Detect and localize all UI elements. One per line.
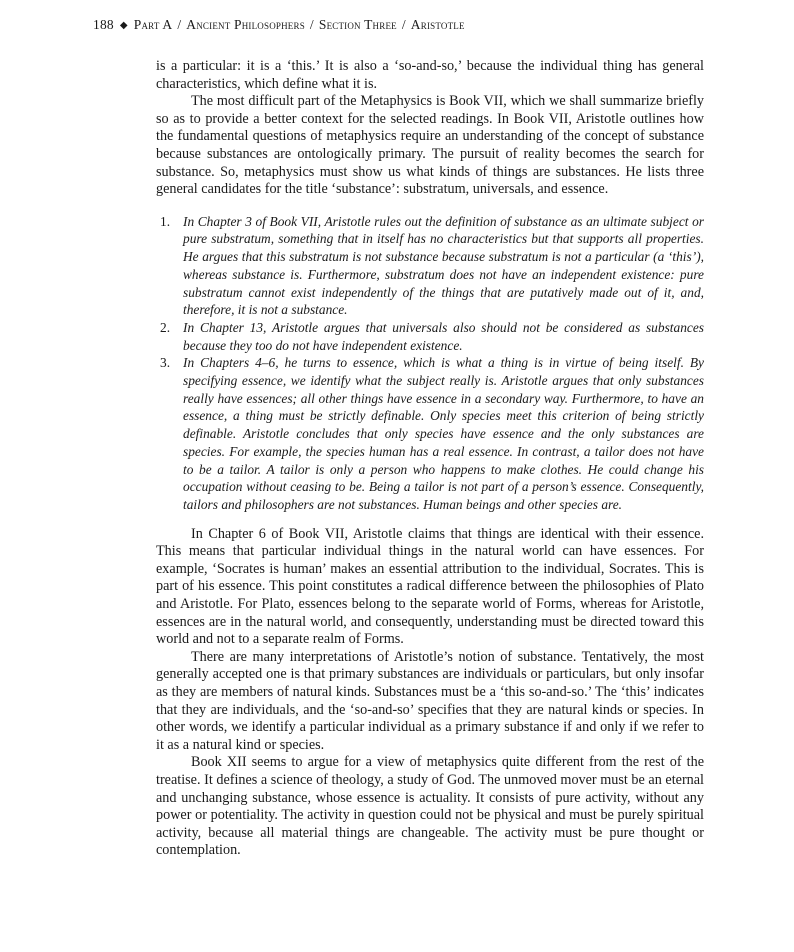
body-paragraph: In Chapter 6 of Book VII, Aristotle claims that things are identical with their essence. This means that particular individual things in the natural world can have essences. For example, ‘Socrates is human’ makes an essential attribution to the individual, Socrates. This is part of his essence. This point constitutes a radical difference between the philosophies of Plato and Aristotle. For Plato, essences belong to the separate world of Forms, whereas for Aristotle, essences are in the natural world, and consequently, understanding must be directed toward this world and not to a separate realm of Forms. — [156, 525, 704, 648]
list-item — [156, 319, 704, 354]
header-separator: / — [401, 17, 406, 32]
list-item-text: In Chapters 4–6, he turns to essence, which is what a thing is in virtue of being itself. By specifying essence, we identify what the subject really is. Aristotle argues that only substances really have essences; all other things have essence in a secondary way. Furthermore, to have an essence, a thing must be strictly definable. Only species meet this criterion of being strictly definable. Aristotle concludes that only species have essence and the only substances are species. For example, the species human has a real essence. In contrast, a tailor does not have to be a tailor. A tailor is only a person who happens to make clothes. He could change his occupation without ceasing to be. Being a tailor is not part of a person’s essence. Consequently, tailors and philosophers are not substances. Human beings and other species are. — [183, 355, 704, 512]
list-item — [156, 213, 704, 319]
chapter-name: Aristotle — [410, 17, 465, 32]
section-title: Ancient Philosophers — [186, 17, 305, 32]
diamond-ornament-icon: ◆ — [119, 20, 128, 31]
body-paragraph: is a particular: it is a ‘this.’ It is also a ‘so-and-so,’ because the individual thing has general characteristics, which define what it is. — [156, 58, 704, 92]
body-paragraph: Book XII seems to argue for a view of metaphysics quite different from the rest of the treatise. It defines a science of theology, a study of God. The unmoved mover must be an eternal and unchanging substance, whose essence is actuality. It consists of pure activity, without any power or potentiality. The activity in question could not be physical and must be purely spiritual activity, because all material things are changeable. The activity must be pure thought or contemplation. — [156, 754, 704, 859]
body-paragraph: The most difficult part of the Metaphysics is Book VII, which we shall summarize briefly so as to provide a better context for the selected readings. In Book VII, Aristotle outlines how the fundamental questions of metaphysics require an understanding of the concept of substance because substances are ontologically primary. The pursuit of reality becomes the search for substance. So, metaphysics must show us what kinds of things are substances. He lists three general candidates for the title ‘substance’: substratum, universals, and essence. — [156, 93, 704, 198]
page-number: 188 — [93, 17, 114, 32]
page-body — [156, 58, 704, 860]
section-number: Section Three — [318, 17, 397, 32]
list-item-number: 3. — [160, 355, 171, 371]
running-head — [93, 17, 465, 33]
part-label: Part A — [133, 17, 173, 32]
list-item-number: 1. — [160, 213, 171, 229]
header-separator: / — [177, 17, 182, 32]
header-separator: / — [309, 17, 314, 32]
list-item — [156, 354, 704, 513]
numbered-list — [156, 213, 704, 514]
list-item-number: 2. — [160, 319, 171, 335]
list-item-text: In Chapter 3 of Book VII, Aristotle rules out the definition of substance as an ultimate subject or pure substratum, something that in itself has no characteristics but that supports all properties. He argues that this substratum is not substance because substratum is not a particular (a ‘this’), whereas substance is. Furthermore, substratum does not have an independent existence: pure substratum cannot exist independently of the things that are putatively made out of it, and, therefore, it is not a substance. — [183, 213, 704, 318]
body-paragraph: There are many interpretations of Aristotle’s notion of substance. Tentatively, the most generally accepted one is that primary substances are individuals or particulars, but only insofar as they are members of natural kinds. Substances must be a ‘this so-and-so.’ The ‘this’ indicates that they are individuals, and the ‘so-and-so’ specifies that they are natural kinds or species. In other words, we identify a particular individual as a primary substance if and only if we refer to it as a natural kind or species. — [156, 648, 704, 753]
list-item-text: In Chapter 13, Aristotle argues that universals also should not be considered as substances because they too do not have independent existence. — [183, 319, 704, 353]
